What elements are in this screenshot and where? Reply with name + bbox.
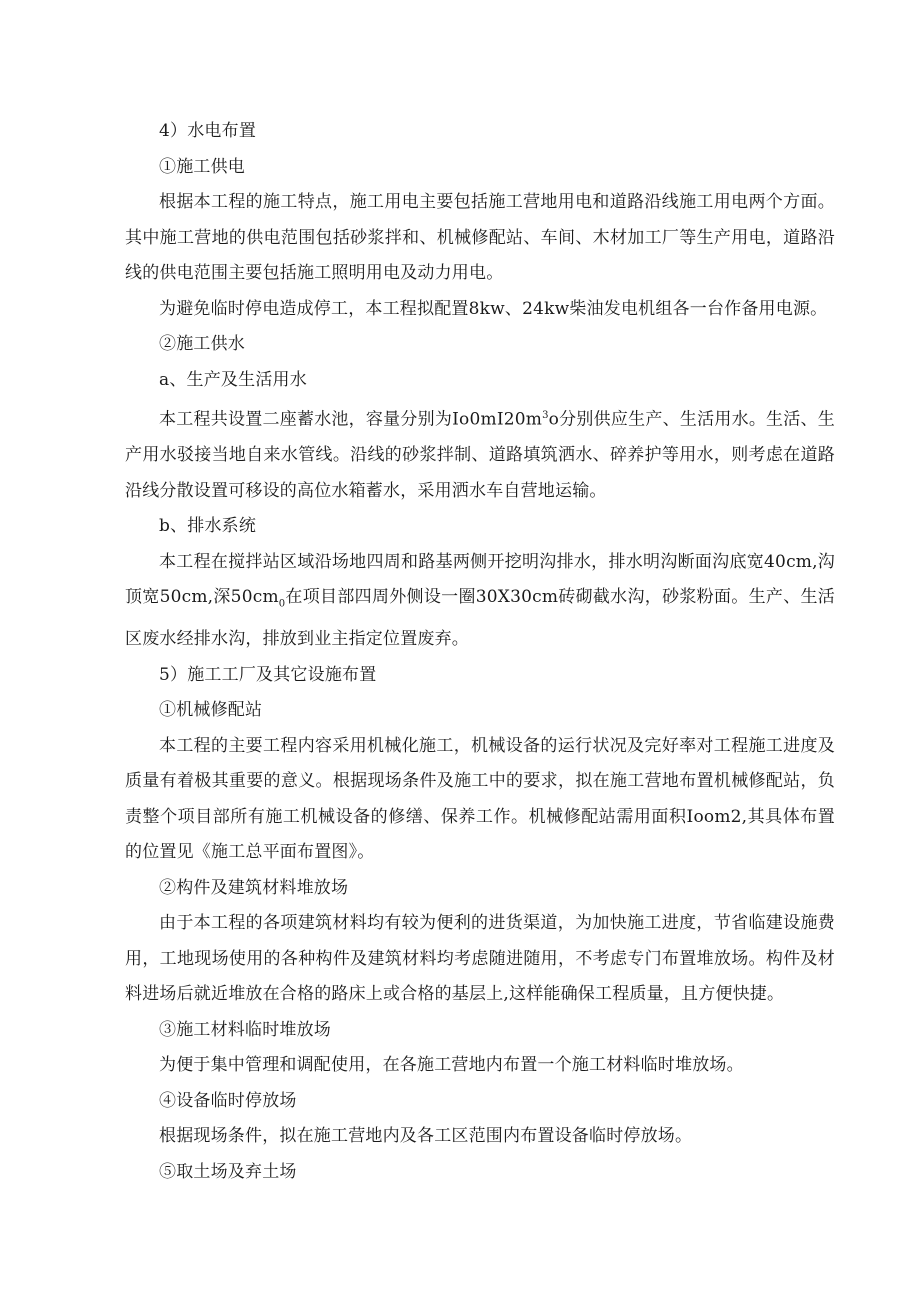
document-page <box>125 114 835 1190</box>
material-yard-paragraph: 由于本工程的各项建筑材料均有较为便利的进货渠道，为加快施工进度，节省临建设施费用，工地现场使用的各种构件及建筑材料均考虑随进随用，不考虑专门布置堆放场。构件及材料进场后就近堆放在合格的路床上或合格的基层上,这样能确保工程质量，且方便快捷。 <box>125 913 835 1005</box>
power-supply-paragraph-1: 根据本工程的施工特点，施工用电主要包括施工营地用电和道路沿线施工用电两个方面。其中施工营地的供电范围包括砂浆拌和、机械修配站、车间、木材加工厂等生产用电，道路沿线的供电范围主要包括施工照明用电及动力用电。 <box>125 192 835 283</box>
power-supply-paragraph-2: 为避免临时停电造成停工，本工程拟配置8kw、24kw柴油发电机组各一台作备用电源。 <box>159 298 828 319</box>
power-supply-heading: ①施工供电 <box>159 156 245 177</box>
drainage-text-b: 在项目部四周外侧设一圈30X30cm砖砌截水沟，砂浆粉面。生产、生活区废水经排水沟，排放到业主指定位置废弃。 <box>125 587 835 650</box>
water-use-text-a: 本工程共设置二座蓄水池，容量分别为Io0mI20m <box>159 409 543 430</box>
equipment-parking-heading: ④设备临时停放场 <box>159 1090 297 1111</box>
water-use-text-b: o分别供应生产、生活用水。生活、生产用水驳接当地自来水管线。沿线的砂浆拌制、道路填筑洒水、碎养护等用水，则考虑在道路沿线分散设置可移设的高位水箱蓄水，采用洒水车自营地运输。 <box>125 409 835 501</box>
drainage-subscript: 0 <box>278 598 286 610</box>
water-use-paragraph <box>125 398 835 509</box>
temporary-yard-heading: ③施工材料临时堆放场 <box>159 1019 331 1040</box>
section-5-heading: 5）施工工厂及其它设施布置 <box>159 664 377 685</box>
material-yard-heading: ②构件及建筑材料堆放场 <box>159 877 349 898</box>
water-use-superscript: 3 <box>542 410 549 421</box>
machine-station-paragraph: 本工程的主要工程内容采用机械化施工，机械设备的运行状况及完好率对工程施工进度及质量有着极其重要的意义。根据现场条件及施工中的要求，拟在施工营地布置机械修配站，负责整个项目部所有施工机械设备的修缮、保养工作。机械修配站需用面积Ioom2,其具体布置的位置见《施工总平面布置图》。 <box>125 735 835 863</box>
equipment-parking-paragraph: 根据现场条件，拟在施工营地内及各工区范围内布置设备临时停放场。 <box>159 1126 693 1147</box>
section-4-heading: 4）水电布置 <box>159 121 257 141</box>
water-supply-heading: ②施工供水 <box>159 334 245 354</box>
temporary-yard-paragraph: 为便于集中管理和调配使用，在各施工营地内布置一个施工材料临时堆放场。 <box>159 1055 744 1076</box>
machine-station-heading: ①机械修配站 <box>159 700 263 721</box>
drainage-paragraph <box>125 545 835 658</box>
drainage-text-a: 本工程在搅拌站区域沿场地四周和路基两侧开挖明沟排水，排水明沟断面沟底宽40cm,沟顶宽50cm,深50cm <box>125 551 835 608</box>
water-use-subheading: a、生产及生活用水 <box>159 369 307 390</box>
drainage-subheading: b、排水系统 <box>159 516 257 537</box>
borrow-spoil-heading: ⑤取土场及弃土场 <box>159 1161 297 1182</box>
